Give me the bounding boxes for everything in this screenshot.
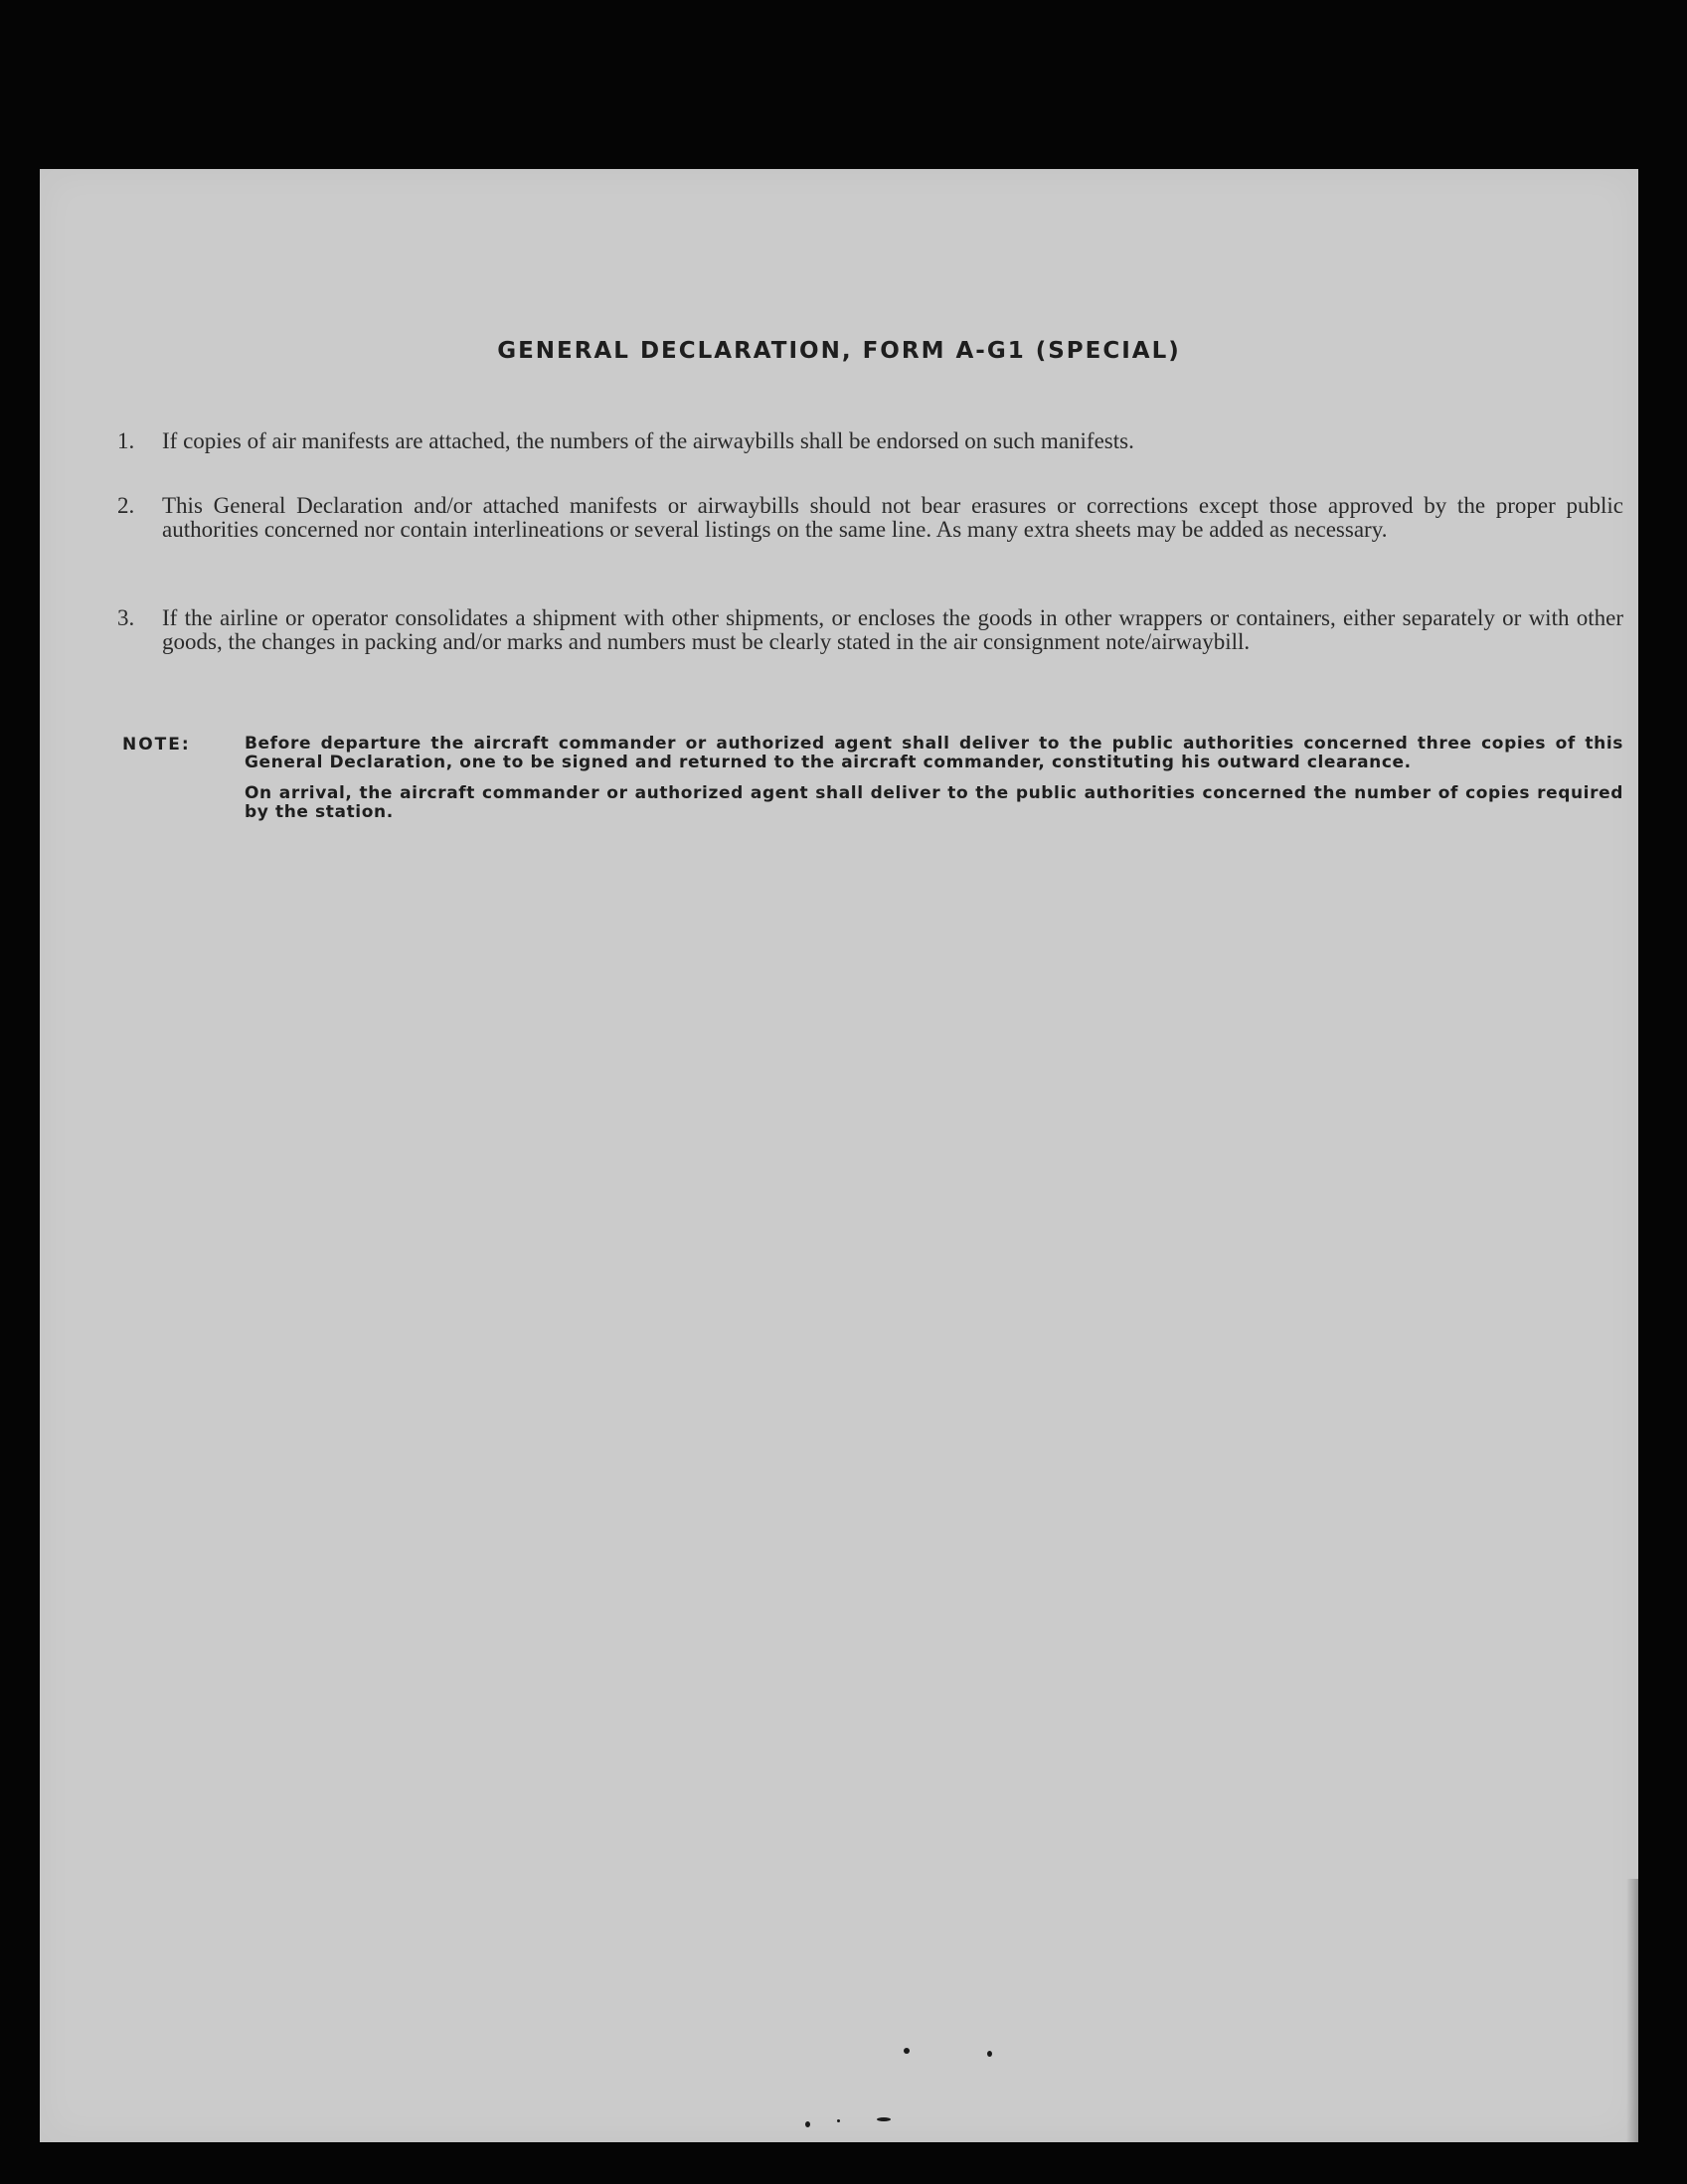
page-edge-shadow (1626, 1879, 1638, 2142)
instruction-item-2 (117, 494, 1623, 542)
instruction-item-3 (117, 606, 1623, 654)
note-paragraph-arrival: On arrival, the aircraft commander or authorized agent shall deliver to the public authorities concerned the number of copies required by the station. (245, 783, 1623, 822)
note-section (122, 735, 1623, 822)
scan-speck (805, 2121, 810, 2127)
scan-speck (837, 2119, 840, 2122)
item-number: 2. (117, 493, 135, 518)
item-number: 1. (117, 428, 135, 453)
item-text: This General Declaration and/or attached manifests or airwaybills should not bear erasures or corrections except those approved by the proper public authorities concerned nor contain interlineations or several listings on the same line. As many extra sheets may be added as necessary. (162, 493, 1623, 542)
note-paragraph-departure: Before departure the aircraft commander or authorized agent shall deliver to the public authorities concerned three copies of this General Declaration, one to be signed and returned to the aircraft commander, constituting his outward clearance. (245, 734, 1623, 772)
item-text: If copies of air manifests are attached, the numbers of the airwaybills shall be endorsed on such manifests. (162, 428, 1134, 453)
scan-speck (987, 2051, 992, 2057)
instruction-item-1 (117, 429, 1623, 453)
item-text: If the airline or operator consolidates a shipment with other shipments, or encloses the goods in other wrappers or containers, either separately or with other goods, the changes in packing and/or marks and numbers must be clearly stated in the air consignment note/airwaybill. (162, 605, 1623, 654)
item-number: 3. (117, 605, 135, 630)
scan-speck (904, 2048, 910, 2054)
scan-speck (877, 2117, 891, 2121)
document-title: GENERAL DECLARATION, FORM A-G1 (SPECIAL) (497, 338, 1181, 364)
note-label: NOTE: (122, 735, 191, 755)
document-page (40, 169, 1638, 2142)
